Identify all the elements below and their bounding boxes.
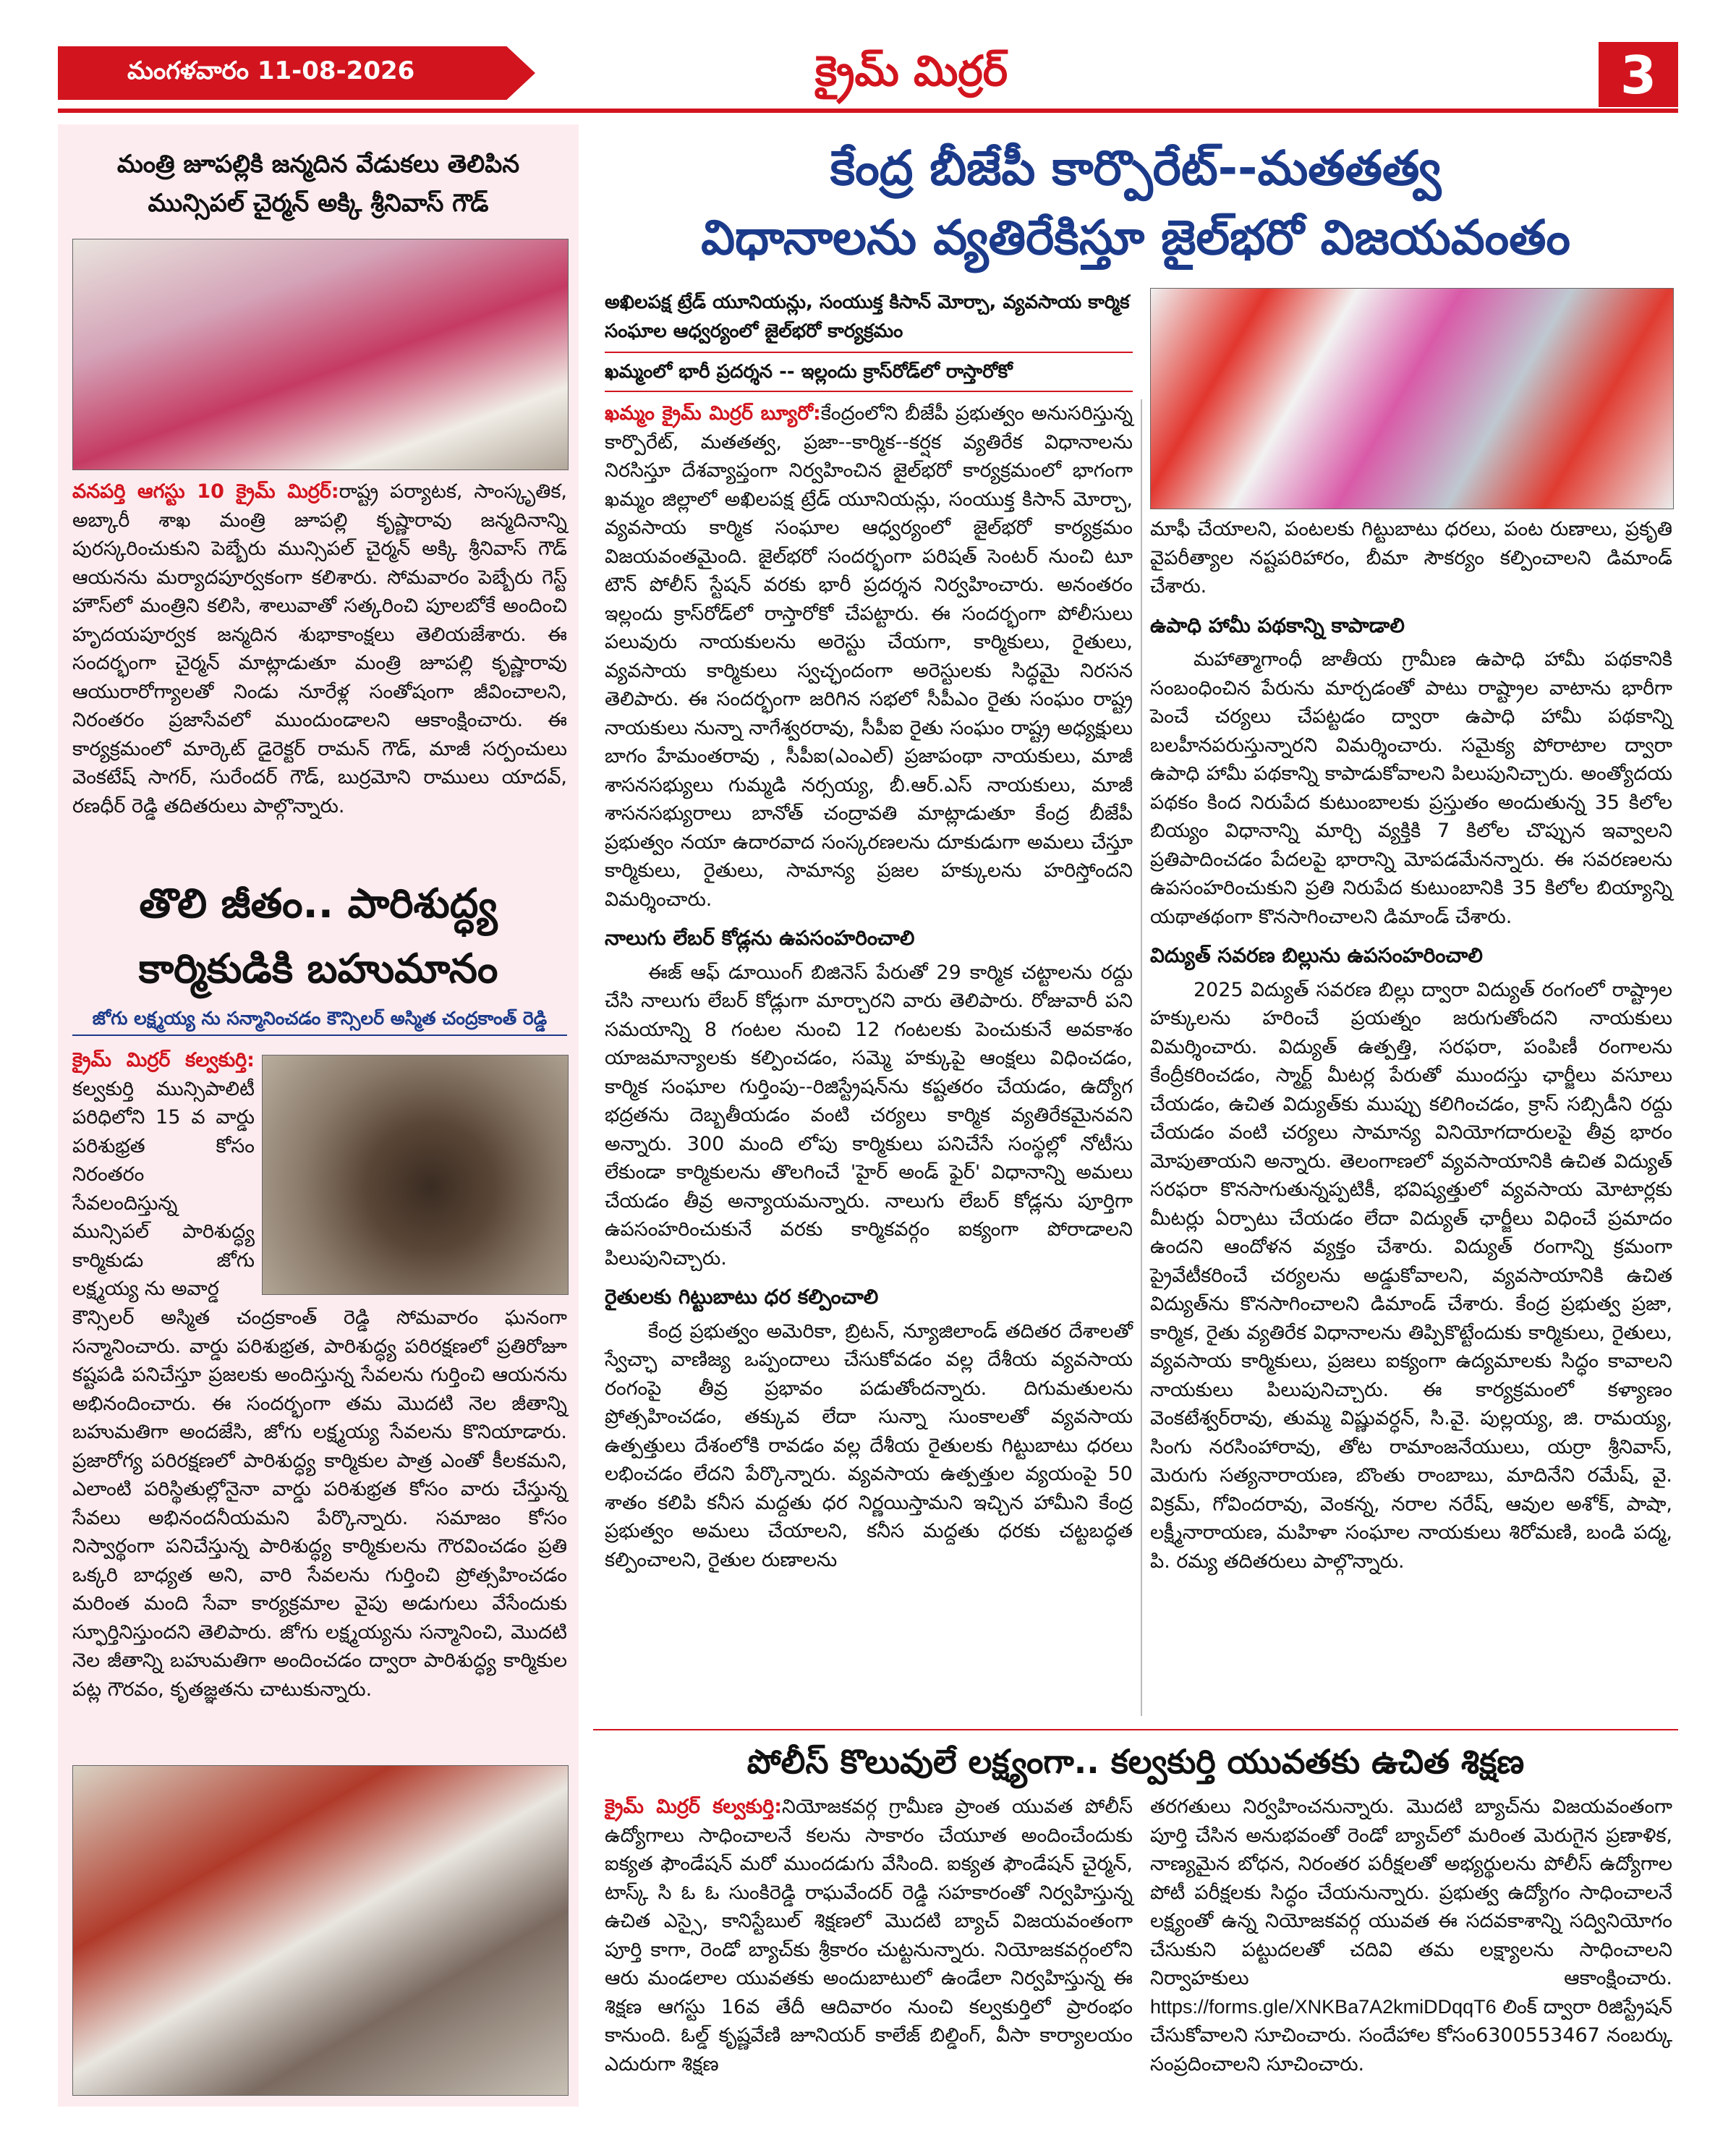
left-story2-photo (262, 1055, 569, 1295)
main-para1: కేంద్రంలోని బీజేపీ ప్రభుత్వం అనుసరిస్తున్న కార్పొరేట్, మతతత్వ, ప్రజా--కార్మిక--కర్షక వ్యతిరేక విధానాలను నిరసిస్తూ దేశవ్యాప్తంగా నిర్వహించిన జైల్‌భరో కార్యక్రమంలో భాగంగా ఖమ్మం జిల్లాలో అఖిలపక్ష ట్రేడ్ యూనియన్లు, సంయుక్త కిసాన్ మోర్చా, వ్యవసాయ కార్మిక సంఘాల ఆధ్వర్యంలో జైల్‌భరో కార్యక్రమం విజయవంతమైంది. జైల్‌భరో సందర్భంగా పరిషత్ సెంటర్ నుంచి టూ టౌన్ పోలీస్ స్టేషన్ వరకు భారీ ప్రదర్శన నిర్వహించారు. అనంతరం ఇల్లందు క్రాస్‌రోడ్‌లో రాస్తారోకో చేపట్టారు. ఈ సందర్భంగా పోలీసులు పలువురు నాయకులను అరెస్టు చేయగా, కార్మికులు, రైతులు, వ్యవసాయ కార్మికులు స్వచ్ఛందంగా అరెస్టులకు సిద్ధమై నిరసన తెలిపారు. ఈ సందర్భంగా జరిగిన సభలో సీపీఎం రైతు సంఘం రాష్ట్ర నాయకులు నున్నా నాగేశ్వరరావు, సీపీఐ రైతు సంఘం రాష్ట్ర అధ్యక్షులు బాగం హేమంతరావు , సీపీఐ(ఎంఎల్) ప్రజాపంథా నాయకులు, మాజీ శాసనసభ్యులు గుమ్మడి నర్సయ్య, బీ.ఆర్.ఎస్ నాయకులు, మాజీ శాసనసభ్యురాలు బానోత్ చంద్రావతి మాట్లాడుతూ కేంద్ర బీజేపీ ప్రభుత్వం నయా ఉదారవాద సంస్కరణలను దూకుడుగా అమలు చేస్తూ కార్మికులు, రైతులు, సామాన్య ప్రజల హక్కులను హరిస్తోందని విమర్శించారు. (605, 402, 1133, 911)
left-story1-body (72, 477, 567, 820)
main-photo (1150, 288, 1674, 509)
main-col1 (605, 399, 1133, 1574)
main-para6: 2025 విద్యుత్ సవరణ బిల్లు ద్వారా విద్యుత్ రంగంలో రాష్ట్రాల హక్కులను హరించే ప్రయత్నం జరుగుతోందని నాయకులు విమర్శించారు. విద్యుత్ ఉత్పత్తి, సరఫరా, పంపిణీ రంగాలను కేంద్రీకరించడం, స్మార్ట్ మీటర్ల పేరుతో ముందస్తు ఛార్జీలు వసూలు చేయడం, ఉచిత విద్యుత్‌కు ముప్పు కలిగించడం, క్రాస్ సబ్సిడీని రద్దు చేయడం వంటి చర్యలు సామాన్య వినియోగదారులపై తీవ్ర భారం మోపుతాయని అన్నారు. తెలంగాణలో వ్యవసాయానికి ఉచిత విద్యుత్ సరఫరా కొనసాగుతున్నప్పటికీ, భవిష్యత్తులో వ్యవసాయ మోటార్లకు మీటర్లు ఏర్పాటు చేయడం లేదా విద్యుత్ ఛార్జీలు విధించే ప్రమాదం ఉందని ఆందోళన వ్యక్తం చేశారు. విద్యుత్ రంగాన్ని క్రమంగా ప్రైవేటీకరించే చర్యలను అడ్డుకోవాలని, వ్యవసాయానికి ఉచిత విద్యుత్‌ను కొనసాగించాలని డిమాండ్ చేశారు. కేంద్ర ప్రభుత్వ ప్రజా, కార్మిక, రైతు వ్యతిరేక విధానాలను తిప్పికొట్టేందుకు కార్మికులు, రైతులు, వ్యవసాయ కార్మికులు, ప్రజలు ఐక్యంగా ఉద్యమాలకు సిద్ధం కావాలని నాయకులు పిలుపునిచ్చారు. ఈ కార్యక్రమంలో కళ్యాణం వెంకటేశ్వర్‌రావు, తుమ్మ విష్ణువర్ధన్, సి.వై. పుల్లయ్య, జి. రామయ్య, సింగు నరసింహారావు, తోట రామాంజనేయులు, యర్రా శ్రీనివాస్, మెరుగు సత్యనారాయణ, బొంతు రాంబాబు, మాదినేని రమేష్, వై. విక్రమ్, గోవిందరావు, వెంకన్న, నరాల నరేష్, ఆవుల అశోక్, పాషా, లక్ష్మీనారాయణ, మహిళా సంఘాల నాయకులు శిరోమణి, బండి పద్మ, పి. రమ్య తదితరులు పాల్గొన్నారు. (1150, 978, 1672, 1573)
left-story1-text: రాష్ట్ర పర్యాటక, సాంస్కృతిక, అబ్కారీ శాఖ మంత్రి జూపల్లి కృష్ణారావు జన్మదినాన్ని పురస్కరించుకుని పెబ్బేరు మున్సిపల్ చైర్మన్ అక్కి శ్రీనివాస్ గౌడ్ ఆయనను మర్యాదపూర్వకంగా కలిశారు. సోమవారం పెబ్బేరు గెస్ట్ హౌస్‌లో మంత్రిని కలిసి, శాలువాతో సత్కరించి పూలబోకే అందించి హృదయపూర్వక జన్మదిన శుభాకాంక్షలు తెలియజేశారు. ఈ సందర్భంగా చైర్మన్ మాట్లాడుతూ మంత్రి జూపల్లి కృష్ణారావు ఆయురారోగ్యాలతో నిండు నూరేళ్ల సంతోషంగా జీవించాలని, నిరంతరం ప్రజాసేవలో ముందుండాలని ఆకాంక్షించారు. ఈ కార్యక్రమంలో మార్కెట్ డైరెక్టర్ రామన్ గౌడ్, మాజీ సర్పంచులు వెంకటేష్ సాగర్, సురేందర్ గౌడ్, బుర్రమోని రాములు యాదవ్, రణధీర్ రెడ్డి తదితరులు పాల్గొన్నారు. (72, 480, 568, 817)
left-story2-narrow (72, 1046, 255, 1304)
left-story2-photo-bottom (72, 1765, 569, 2096)
bottom-col2 (1150, 1793, 1672, 2078)
left-story1-photo (72, 239, 569, 470)
left-story1-headline: మంత్రి జూపల్లికి జన్మదిన వేడుకలు తెలిపిన మున్సిపల్ చైర్మన్ అక్కి శ్రీనివాస్ గౌడ్ (116, 150, 520, 218)
left-story2-wide: కౌన్సిలర్ అస్మిత చంద్రకాంత్ రెడ్డి సోమవారం ఘనంగా సన్మానించారు. వార్డు పరిశుభ్రత, పారిశుద్ధ్య పరిరక్షణలో ప్రతిరోజూ కష్టపడి పనిచేస్తూ ప్రజలకు అందిస్తున్న సేవలను గుర్తించి ఆయనను అభినందించారు. ఈ సందర్భంగా తమ మొదటి నెల జీతాన్ని బహుమతిగా అందజేసి, జోగు లక్ష్మయ్య సేవలను కొనియాడారు. ప్రజారోగ్య పరిరక్షణలో పారిశుద్ధ్య కార్మికుల పాత్ర ఎంతో కీలకమని, ఎలాంటి పరిస్థితుల్లోనైనా వార్డు పరిశుభ్రత కోసం వారు చేస్తున్న సేవలు అభినందనీయమని పేర్కొన్నారు. సమాజం కోసం నిస్వార్థంగా పనిచేస్తున్న పారిశుద్ధ్య కార్మికులను గౌరవించడం ప్రతి ఒక్కరి బాధ్యత అని, వారి సేవలను గుర్తించి ప్రోత్సహించడం మరింత మంది సేవా కార్యక్రమాల వైపు అడుగులు వేసేందుకు స్ఫూర్తినిస్తుందని తెలిపారు. జోగు లక్ష్మయ్యను సన్మానించి, మొదటి నెల జీతాన్ని బహుమతిగా అందించడం ద్వారా పారిశుద్ధ్య కార్మికుల పట్ల గౌరవం, కృతజ్ఞతను చాటుకున్నారు. (72, 1307, 567, 1701)
main-sub4: విద్యుత్ సవరణ బిల్లును ఉపసంహరించాలి (1150, 943, 1483, 967)
bottom-headline: పోలీస్ కొలువులే లక్ష్యంగా.. కల్వకుర్తి యువతకు ఉచిత శిక్షణ (746, 1742, 1525, 1781)
column-divider (1141, 399, 1142, 1716)
main-para4: మాఫీ చేయాలని, పంటలకు గిట్టుబాటు ధరలు, పంట రుణాలు, ప్రకృతి వైపరీత్యాల నష్టపరిహారం, బీమా సౌకర్యం కల్పించాలని డిమాండ్ చేశారు. (1150, 518, 1672, 598)
header-rule (58, 109, 1678, 113)
main-dateline: ఖమ్మం క్రైమ్ మిర్రర్ బ్యూరో: (605, 402, 821, 425)
main-kicker2: ఖమ్మంలో భారీ ప్రదర్శన -- ఇల్లందు క్రాస్‌రోడ్‌లో రాస్తారోకో (605, 361, 1013, 383)
registration-link[interactable]: https://forms.gle/XNKBa7A2kmiDDqqT6 (1150, 1995, 1497, 2018)
bottom-col1 (605, 1793, 1133, 2078)
page-number: 3 (1620, 45, 1657, 106)
main-kicker1: అఖిలపక్ష ట్రేడ్ యూనియన్లు, సంయుక్త కిసాన్ మోర్చా, వ్యవసాయ కార్మిక సంఘాల ఆధ్వర్యంలో జైల్‌భరో కార్యక్రమం (605, 292, 1130, 342)
masthead: క్రైమ్ మిర్రర్ (814, 46, 1008, 95)
kicker-rule-2 (605, 391, 1133, 392)
main-para3: కేంద్ర ప్రభుత్వం అమెరికా, బ్రిటన్, న్యూజిలాండ్ తదితర దేశాలతో స్వేచ్ఛా వాణిజ్య ఒప్పందాలు చేసుకోవడం వల్ల దేశీయ వ్యవసాయ రంగంపై తీవ్ర ప్రభావం పడుతోందన్నారు. దిగుమతులను ప్రోత్సహించడం, తక్కువ లేదా సున్నా సుంకాలతో వ్యవసాయ ఉత్పత్తులు దేశంలోకి రావడం వల్ల దేశీయ రైతులకు గిట్టుబాటు ధరలు లభించడం లేదని పేర్కొన్నారు. వ్యవసాయ ఉత్పత్తుల వ్యయంపై 50 శాతం కలిపి కనీస మద్దతు ధర నిర్ణయిస్తామని ఇచ్చిన హామీని కేంద్ర ప్రభుత్వం అమలు చేయాలని, కనీస మద్దతు ధరకు చట్టబద్ధత కల్పించాలని, రైతుల రుణాలను (605, 1320, 1133, 1571)
main-para5: మహాత్మాగాంధీ జాతీయ గ్రామీణ ఉపాధి హామీ పథకానికి సంబంధించిన పేరును మార్చడంతో పాటు రాష్ట్రాల వాటాను భారీగా పెంచే చర్యలు చేపట్టడం ద్వారా ఉపాధి హామీ పథకాన్ని బలహీనపరుస్తున్నారని విమర్శించారు. సమైక్య పోరాటాల ద్వారా ఉపాధి హామీ పథకాన్ని కాపాడుకోవాలని పిలుపునిచ్చారు. అంత్యోదయ పథకం కింద నిరుపేద కుటుంబాలకు ప్రస్తుతం అందుతున్న 35 కిలోల బియ్యం విధానాన్ని మార్చి వ్యక్తికి 7 కిలోల చొప్పున ఇవ్వాలని ప్రతిపాదించడం పేదలపై భారాన్ని మోపడమేనన్నారు. ఈ సవరణలను ఉపసంహరించుకుని ప్రతి నిరుపేద కుటుంబానికి 35 కిలోల బియ్యాన్ని యథాతథంగా కొనసాగించాలని డిమాండ్ చేశారు. (1150, 648, 1672, 928)
main-col2 (1150, 515, 1672, 1576)
left-story2-dateline: క్రైమ్ మిర్రర్ కల్వకుర్తి: (72, 1049, 255, 1071)
bottom-dateline: క్రైమ్ మిర్రర్ కల్వకుర్తి: (605, 1796, 783, 1818)
header-bar (58, 42, 1678, 107)
main-headline-1: కేంద్ర బీజేపీ కార్పొరేట్--మతతత్వ (830, 140, 1442, 196)
left-story2-subhead: జోగు లక్ష్మయ్య ను సన్మానించడం కౌన్సిలర్ అస్మిత చంద్రకాంత్ రెడ్డి (72, 1006, 567, 1036)
left-story2-narrow-text: కల్వకుర్తి మున్సిపాలిటీ పరిధిలోని 15 వ వార్డు పరిశుభ్రత కోసం నిరంతరం సేవలందిస్తున్న మున్సిపల్ పారిశుద్ధ్య కార్మికుడు జోగు లక్ష్మయ్య ను అవార్డ (72, 1077, 255, 1300)
main-headline-2: విధానాలను వ్యతిరేకిస్తూ జైల్‌భరో విజయవంతం (701, 210, 1570, 265)
bottom-headline-rule (593, 1729, 1678, 1730)
main-para2: ఈజ్ ఆఫ్ డూయింగ్ బిజినెస్ పేరుతో 29 కార్మిక చట్టాలను రద్దు చేసి నాలుగు లేబర్ కోడ్లుగా మార్చారని వారు తెలిపారు. రోజువారీ పని సమయాన్ని 8 గంటల నుంచి 12 గంటలకు పెంచుకునే అవకాశం యాజమాన్యాలకు కల్పించడం, సమ్మె హక్కుపై ఆంక్షలు విధించడం, కార్మిక సంఘాల గుర్తింపు--రిజిస్ట్రేషన్‌ను కష్టతరం చేయడం, ఉద్యోగ భద్రతను దెబ్బతీయడం వంటి చర్యలు కార్మిక వ్యతిరేకమైనవని అన్నారు. 300 మంది లోపు కార్మికులు పనిచేసే సంస్థల్లో నోటీసు లేకుండా కార్మికులను తొలగించే 'హైర్ అండ్ ఫైర్' విధానాన్ని అమలు చేయడం తీవ్ర అన్యాయమన్నారు. నాలుగు లేబర్ కోడ్లను పూర్తిగా ఉపసంహరించుకునే వరకు కార్మికవర్గం ఐక్యంగా పోరాడాలని పిలుపునిచ్చారు. (605, 961, 1133, 1270)
bottom-col2-text: తరగతులు నిర్వహించనున్నారు. మొదటి బ్యాచ్‌ను విజయవంతంగా పూర్తి చేసిన అనుభవంతో రెండో బ్యాచ్‌లో మరింత మెరుగైన ప్రణాళిక, నాణ్యమైన బోధన, నిరంతర పరీక్షలతో అభ్యర్థులను పోలీస్ ఉద్యోగాల పోటీ పరీక్షలకు సిద్ధం చేయనున్నారు. ప్రభుత్వ ఉద్యోగం సాధించాలనే లక్ష్యంతో ఉన్న నియోజకవర్గ యువత ఈ సదవకాశాన్ని సద్వినియోగం చేసుకుని పట్టుదలతో చదివి తమ లక్ష్యాలను సాధించాలని నిర్వాహకులు ఆకాంక్షించారు. (1150, 1796, 1672, 1989)
bottom-col2-end: లింక్ ద్వారా రిజిస్ట్రేషన్ చేసుకోవాలని సూచించారు. సందేహాల కోసం6300553467 నంబర్కు సంప్రదించాలని సూచించారు. (1150, 1995, 1672, 2076)
main-sub2: రైతులకు గిట్టుబాటు ధర కల్పించాలి (605, 1285, 879, 1309)
left-story2-headline-1: తొలి జీతం.. పారిశుద్ధ్య (139, 880, 498, 927)
main-sub1: నాలుగు లేబర్ కోడ్లను ఉపసంహరించాలి (605, 926, 915, 950)
left-story1-dateline: వనపర్తి ఆగస్టు 10 క్రైమ్ మిర్రర్: (72, 480, 339, 503)
left-story2-headline-2: కార్మికుడికి బహుమానం (138, 946, 498, 993)
main-sub3: ఉపాధి హామీ పథకాన్ని కాపాడాలి (1150, 613, 1405, 637)
bottom-col1-text: నియోజకవర్గ గ్రామీణ ప్రాంత యువత పోలీస్ ఉద్యోగాలు సాధించాలనే కలను సాకారం చేయూత అందించేందుకు ఐక్యత ఫౌండేషన్ మరో ముందడుగు వేసింది. ఐక్యత ఫౌండేషన్ చైర్మన్, టాస్క్ సి ఓ ఓ సుంకిరెడ్డి రాఘవేందర్ రెడ్డి సహకారంతో నిర్వహిస్తున్న ఉచిత ఎస్సై, కానిస్టేబుల్ శిక్షణలో మొదటి బ్యాచ్ విజయవంతంగా పూర్తి కాగా, రెండో బ్యాచ్‌కు శ్రీకారం చుట్టనున్నారు. నియోజకవర్గంలోని ఆరు మండలాల యువతకు అందుబాటులో ఉండేలా నిర్వహిస్తున్న ఈ శిక్షణ ఆగస్టు 16వ తేదీ ఆదివారం నుంచి కల్వకుర్తిలో ప్రారంభం కానుంది. ఓల్డ్ కృష్ణవేణి జూనియర్ కాలేజ్ బిల్డింగ్, వీసా కార్యాలయం ఎదురుగా శిక్షణ (605, 1796, 1133, 2076)
kicker-rule (605, 352, 1133, 353)
header-date: మంగళవారం 11-08-2026 (127, 56, 415, 85)
